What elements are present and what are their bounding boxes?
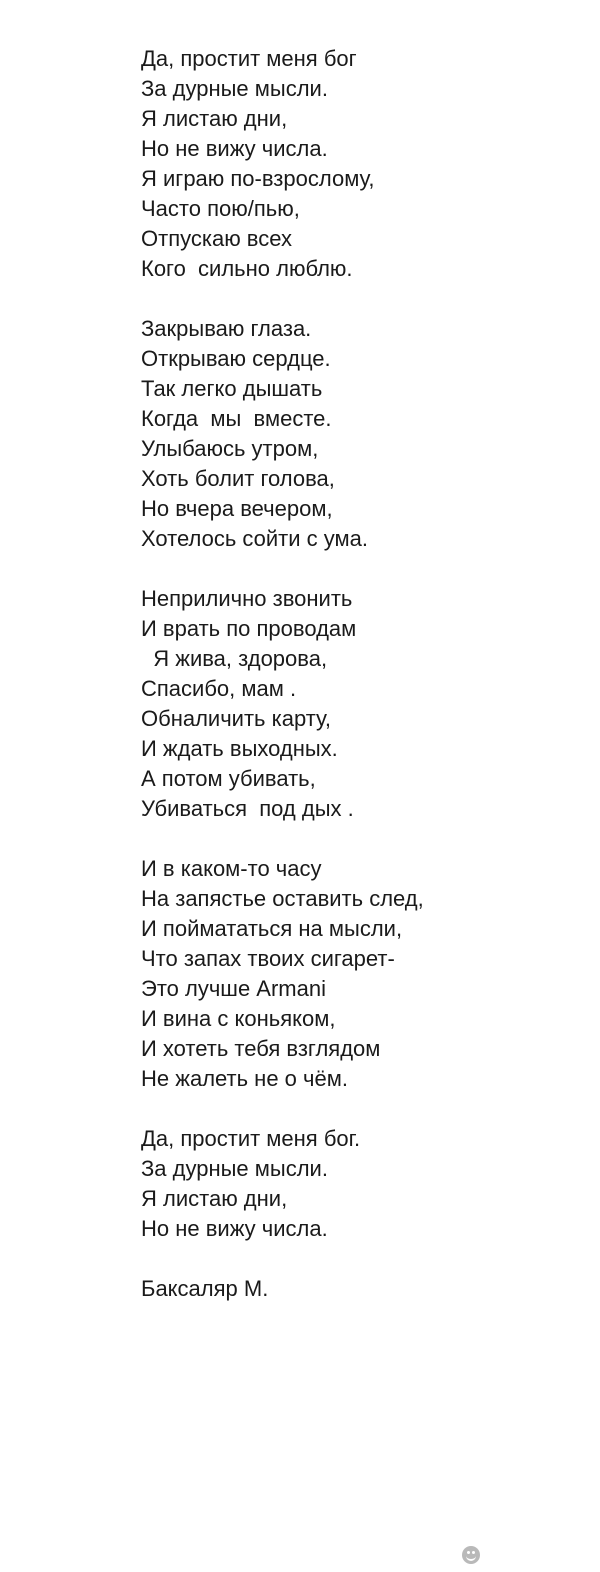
poem-line: И хотеть тебя взглядом bbox=[141, 1036, 381, 1061]
poem-line: За дурные мысли. bbox=[141, 1156, 328, 1181]
poem-line: Так легко дышать bbox=[141, 376, 323, 401]
poem-line: Но вчера вечером, bbox=[141, 496, 333, 521]
poem-line: Убиваться под дых . bbox=[141, 796, 354, 821]
poem-line: Улыбаюсь утром, bbox=[141, 436, 319, 461]
poem-line: Неприлично звонить bbox=[141, 586, 353, 611]
stanza-4 bbox=[141, 854, 581, 1094]
poem-line: Я жива, здорова, bbox=[141, 646, 328, 671]
poem-line: Да, простит меня бог. bbox=[141, 1126, 361, 1151]
poem-line: Когда мы вместе. bbox=[141, 406, 332, 431]
smiley-icon bbox=[462, 1546, 480, 1564]
poem-line: Я листаю дни, bbox=[141, 106, 288, 131]
poem-line: Спасибо, мам . bbox=[141, 676, 297, 701]
poem-line: Отпускаю всех bbox=[141, 226, 293, 251]
poem-line: Я листаю дни, bbox=[141, 1186, 288, 1211]
poem-line: Но не вижу числа. bbox=[141, 1216, 328, 1241]
poem-line: И вина с коньяком, bbox=[141, 1006, 336, 1031]
poem bbox=[141, 44, 581, 1304]
poem-line: Кого сильно люблю. bbox=[141, 256, 353, 281]
poem-line: И поймататься на мысли, bbox=[141, 916, 403, 941]
stanza-1 bbox=[141, 44, 581, 284]
poem-line: Хоть болит голова, bbox=[141, 466, 335, 491]
poem-line: Часто пою/пью, bbox=[141, 196, 300, 221]
poem-line: За дурные мысли. bbox=[141, 76, 328, 101]
poem-line: Я играю по-взрослому, bbox=[141, 166, 375, 191]
poem-line: А потом убивать, bbox=[141, 766, 316, 791]
poem-line: Закрываю глаза. bbox=[141, 316, 312, 341]
poem-line: Открываю сердце. bbox=[141, 346, 331, 371]
poem-line: Хотелось сойти с ума. bbox=[141, 526, 368, 551]
poem-line: И врать по проводам bbox=[141, 616, 357, 641]
poem-line: Не жалеть не о чём. bbox=[141, 1066, 348, 1091]
stanza-2 bbox=[141, 314, 581, 554]
poem-line: На запястье оставить след, bbox=[141, 886, 424, 911]
stanza-3 bbox=[141, 584, 581, 824]
author-signature: Баксаляр М. bbox=[141, 1276, 269, 1301]
poem-line: И в каком-то часу bbox=[141, 856, 322, 881]
poem-line: И ждать выходных. bbox=[141, 736, 338, 761]
poem-line: Это лучше Armani bbox=[141, 976, 326, 1001]
stanza-5 bbox=[141, 1124, 581, 1244]
poem-line: Что запах твоих сигарет- bbox=[141, 946, 395, 971]
poem-line: Да, простит меня бог bbox=[141, 46, 357, 71]
poem-line: Но не вижу числа. bbox=[141, 136, 328, 161]
poem-line: Обналичить карту, bbox=[141, 706, 331, 731]
